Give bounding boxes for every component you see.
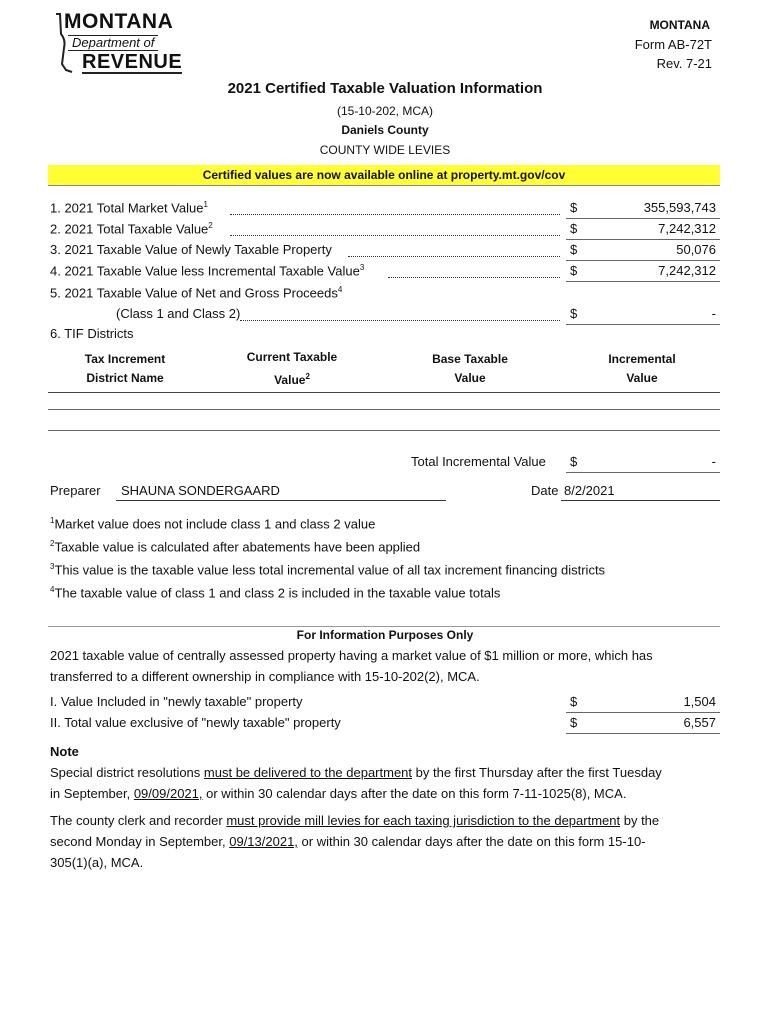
line-3-rule [566, 260, 720, 261]
line-2-currency: $ [570, 221, 578, 236]
preparer-name: SHAUNA SONDERGAARD [121, 483, 280, 498]
line-5-label: 5. 2021 Taxable Value of Net and Gross Proceeds$^4$ [50, 285, 343, 301]
line-1-value: 355,593,743 [643, 200, 716, 215]
line-4-leader [388, 277, 560, 278]
note-para-2-line-1: The county clerk and recorder must provide mill levies for each taxing jurisdiction to the department by the [50, 813, 660, 828]
info-item-2-rule [566, 733, 720, 734]
line-3-currency: $ [570, 242, 578, 257]
tif-total-currency: $ [570, 454, 578, 469]
footnote-3: $^3$This value is the taxable value less total incremental value of all tax increment financing districts [50, 562, 606, 578]
line-1-label: 1. 2021 Total Market Value$^1$ [50, 200, 208, 216]
line-3-value: 50,076 [676, 242, 716, 257]
date-value: 8/2/2021 [564, 483, 615, 498]
info-paragraph-line-1: 2021 taxable value of centrally assessed property having a market value of $1 million or more, which has [50, 648, 653, 663]
preparer-line [116, 500, 446, 501]
footnote-1: $^1$Market value does not include class 1 and class 2 value [50, 516, 376, 532]
info-paragraph-line-2: transferred to a different ownership in compliance with 15-10-202(2), MCA. [50, 669, 480, 684]
info-divider [48, 626, 720, 627]
line-2-label: 2. 2021 Total Taxable Value$^2$ [50, 221, 213, 237]
line-2-value: 7,242,312 [658, 221, 716, 236]
preparer-label: Preparer [50, 483, 101, 498]
levy-type: COUNTY WIDE LEVIES [319, 143, 451, 157]
info-heading: For Information Purposes Only [296, 628, 474, 642]
note-heading: Note [50, 744, 79, 759]
line-5-leader [240, 320, 560, 321]
date-line [561, 500, 720, 501]
department-logo [50, 10, 183, 76]
note-para-1-line-1: Special district resolutions must be delivered to the department by the first Thursday after the first Tuesday [50, 765, 662, 780]
note-para-1-line-2: in September, 09/09/2021, or within 30 calendar days after the date on this form 7-11-1025(8), MCA. [50, 786, 627, 801]
logo-department: Department of [68, 35, 158, 51]
tif-label: 6. TIF Districts [50, 326, 134, 341]
line-1-leader [230, 214, 560, 215]
statute-ref: (15-10-202, MCA) [336, 104, 434, 118]
online-banner: Certified values are now available online at property.mt.gov/cov [48, 165, 720, 186]
tif-total-value: - [711, 454, 716, 469]
info-item-1-currency: $ [570, 694, 578, 709]
info-item-2-label: II. Total value exclusive of "newly taxable" property [50, 715, 341, 730]
line-4-label: 4. 2021 Taxable Value less Incremental Taxable Value$^3$ [50, 263, 365, 279]
tif-col-incremental: Incremental Value [608, 352, 676, 385]
form-state: MONTANA [649, 18, 710, 32]
logo-montana: MONTANA [64, 10, 174, 33]
line-3-leader [348, 256, 560, 257]
footnote-4: $^4$The taxable value of class 1 and class 2 is included in the taxable value totals [50, 585, 501, 601]
line-4-currency: $ [570, 263, 578, 278]
page-title: 2021 Certified Taxable Valuation Information [227, 80, 543, 97]
tif-total-rule [566, 472, 720, 473]
info-item-1-value: 1,504 [683, 694, 716, 709]
tif-row-2-rule [48, 430, 720, 431]
note-para-2-line-2: second Monday in September, 09/13/2021, or within 30 calendar days after the date on this form 15-10- [50, 834, 646, 849]
info-item-1-rule [566, 712, 720, 713]
line-2-rule [566, 239, 720, 240]
date-label: Date [531, 483, 559, 498]
logo-revenue: REVENUE [82, 51, 183, 73]
county-name: Daniels County [341, 123, 429, 137]
line-5-sublabel: (Class 1 and Class 2) [116, 306, 241, 321]
line-5-value: - [711, 306, 716, 321]
tif-row-1-rule [48, 409, 720, 410]
line-5-rule [566, 324, 720, 325]
tif-col-district: Tax Increment District Name [84, 352, 166, 385]
note-para-2-line-3: 305(1)(a), MCA. [50, 855, 144, 870]
line-2-leader [230, 235, 560, 236]
tif-total-label: Total Incremental Value [411, 454, 546, 469]
line-1-rule [566, 218, 720, 219]
line-3-label: 3. 2021 Taxable Value of Newly Taxable Property [50, 242, 332, 257]
footnote-2: $^2$Taxable value is calculated after abatements have been applied [50, 539, 421, 555]
tif-header-rule [48, 392, 720, 393]
line-1-currency: $ [570, 200, 578, 215]
form-number: Form AB-72T [634, 37, 712, 52]
line-5-currency: $ [570, 306, 578, 321]
info-item-1-label: I. Value Included in "newly taxable" property [50, 694, 303, 709]
form-revision: Rev. 7-21 [656, 56, 712, 71]
line-4-value: 7,242,312 [658, 263, 716, 278]
info-item-2-value: 6,557 [683, 715, 716, 730]
info-item-2-currency: $ [570, 715, 578, 730]
tif-col-current: Current Taxable Value$^2$ [246, 350, 338, 387]
line-4-rule [566, 281, 720, 282]
tif-col-base: Base Taxable Value [432, 352, 508, 385]
